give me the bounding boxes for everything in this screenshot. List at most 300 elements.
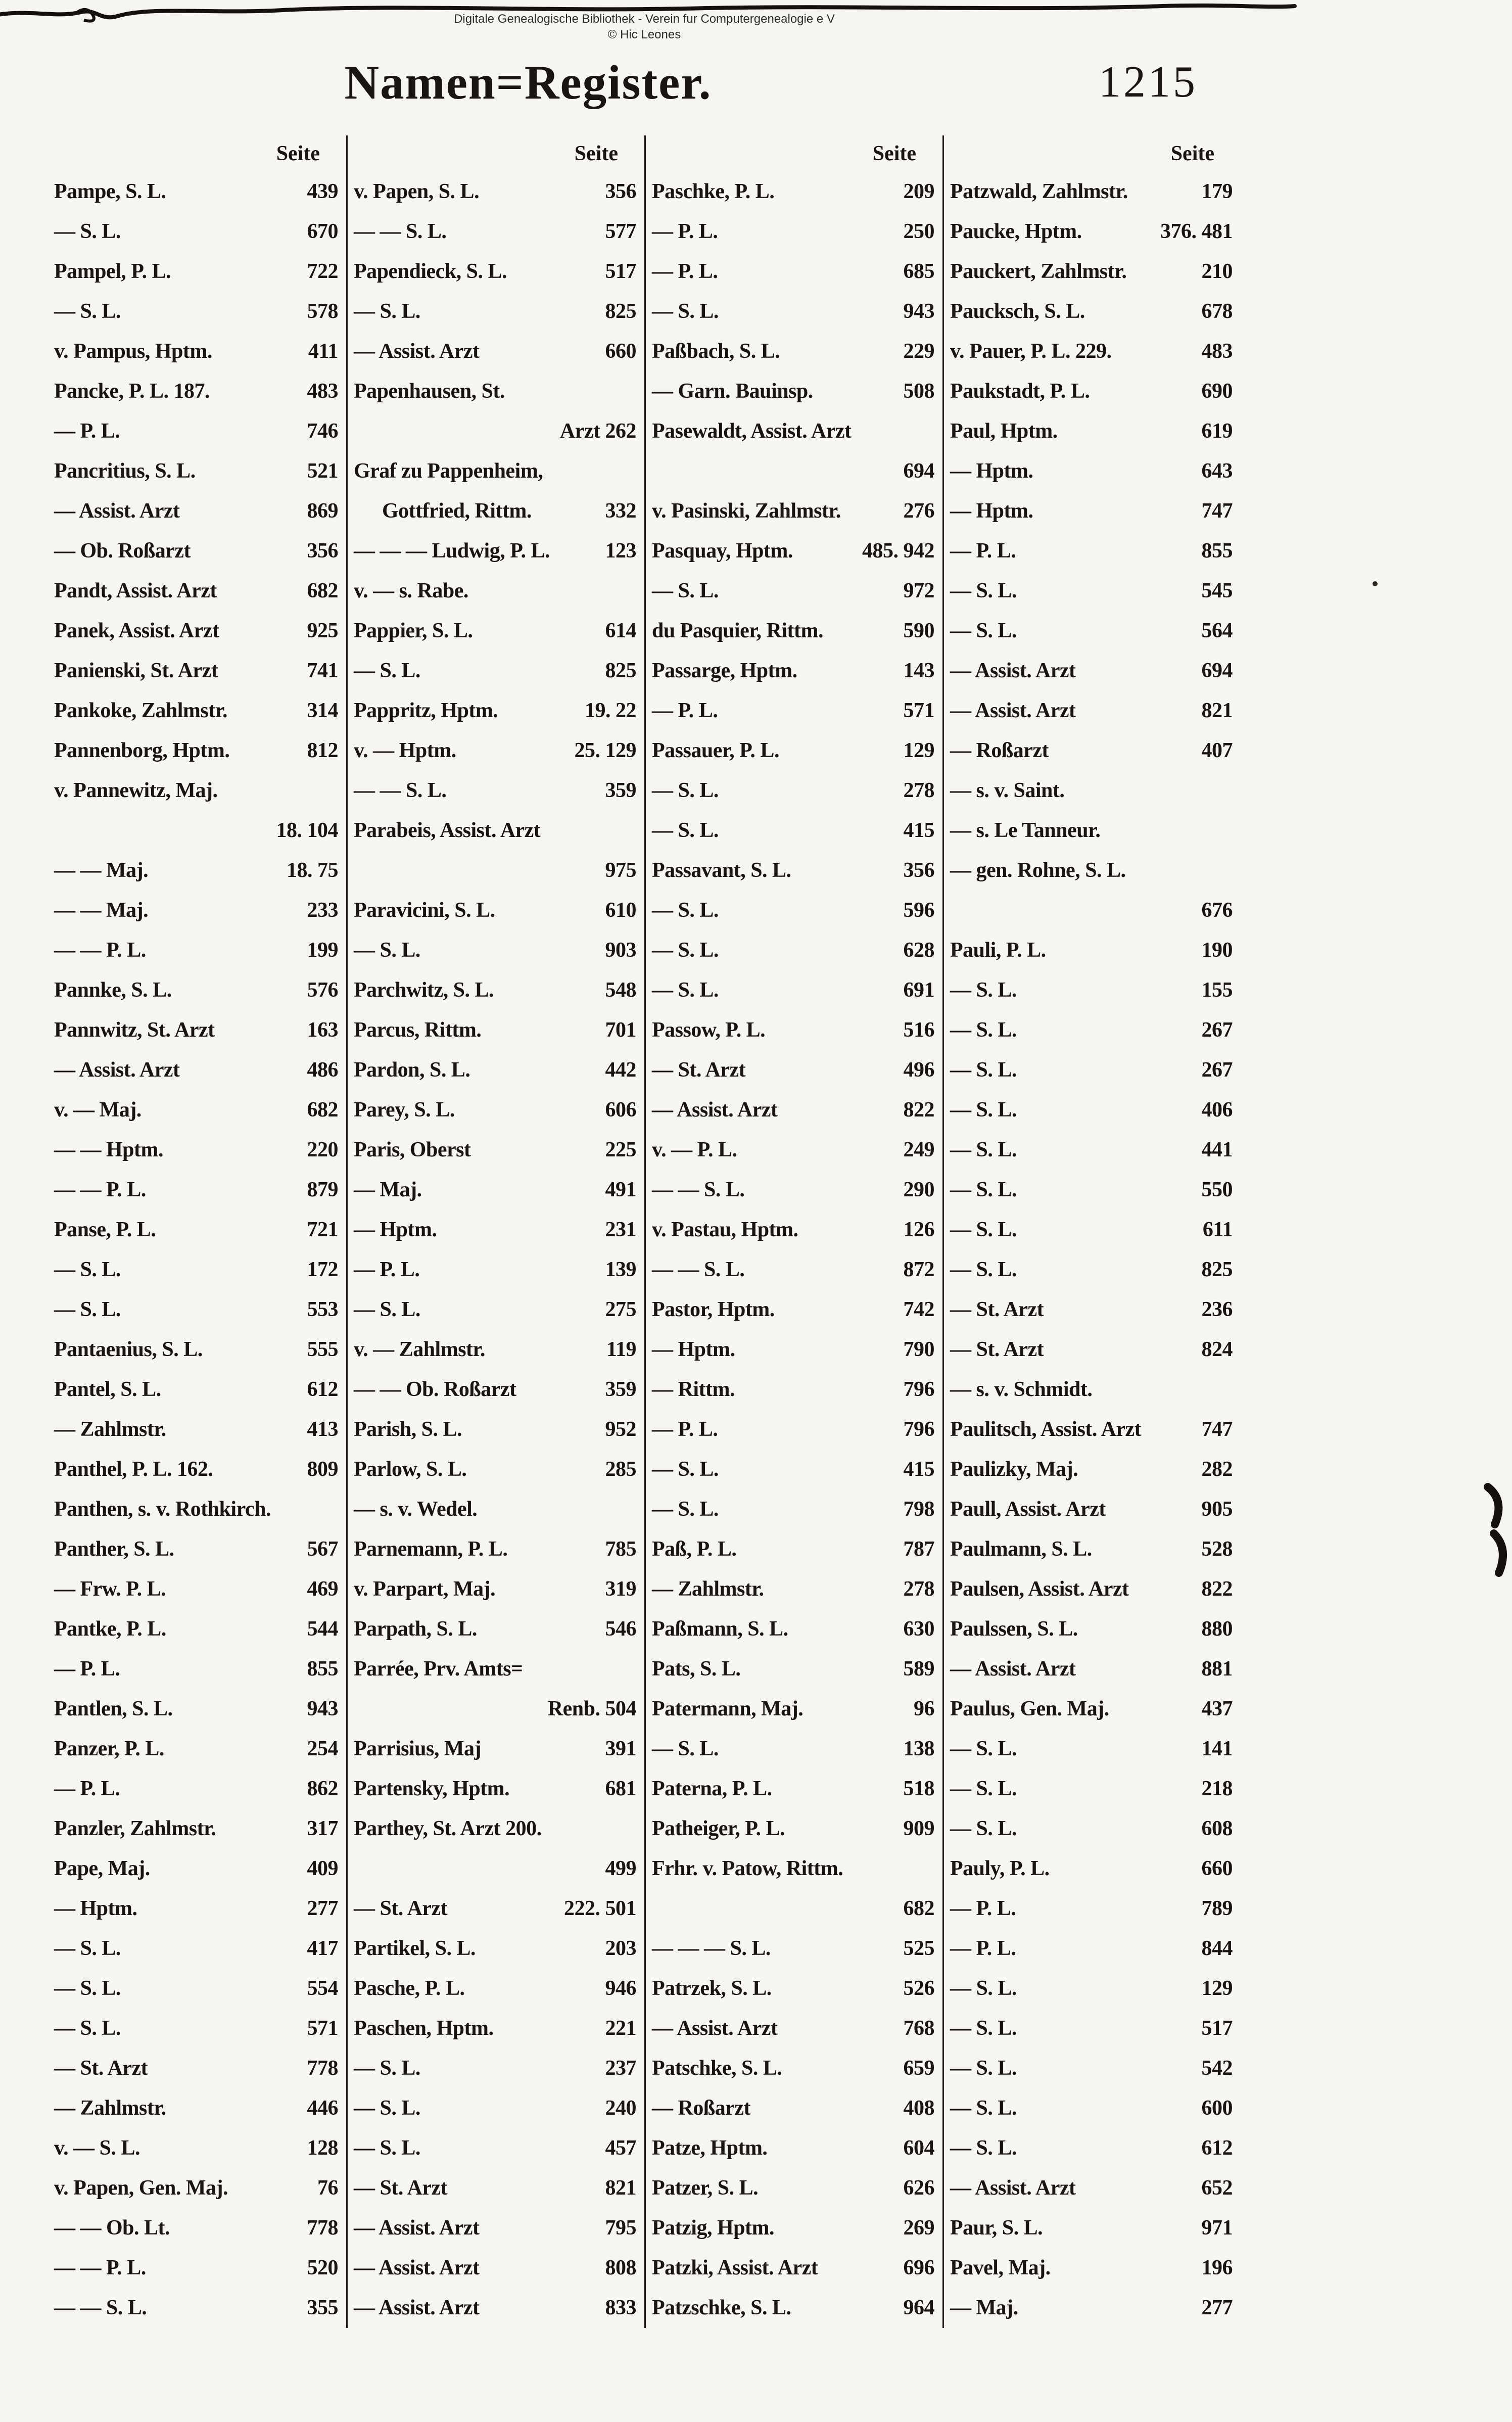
register-entry [652,1090,934,1130]
entry-name: v. — S. L. [54,2136,140,2160]
register-entry [354,930,636,970]
register-entry [950,1929,1233,1969]
register-entry [950,571,1233,611]
entry-name: Pauly, P. L. [950,1857,1050,1880]
entry-name: — St. Arzt [354,2176,448,2200]
entry-name: Pasewaldt, Assist. Arzt [652,420,852,443]
entry-name: — Assist. Arzt [652,1098,778,1122]
entry-name: Pappier, S. L. [354,619,473,642]
column-header-seite: Seite [574,142,618,165]
register-column [48,135,346,2328]
register-entry [354,491,636,531]
entry-page: 768 [903,2017,934,2040]
entry-name: Paßbach, S. L. [652,340,780,363]
entry-name: — s. v. Saint. [950,779,1065,802]
register-entry [354,811,636,851]
entry-page: 196 [1201,2256,1233,2279]
entry-page: 457 [605,2136,636,2160]
register-entry [652,1649,934,1689]
entry-page: 155 [1201,979,1233,1002]
entry-name: — Frw. P. L. [54,1577,166,1601]
register-entry [652,691,934,731]
register-entry [354,1170,636,1210]
entry-name: — S. L. [950,1018,1017,1042]
register-entry [950,651,1233,691]
register-entry [54,891,338,930]
entry-name: — Garn. Bauinsp. [652,380,813,403]
entry-page: 411 [308,340,338,363]
entry-page: 682 [307,1098,338,1122]
entry-name: — — — Ludwig, P. L. [354,539,550,563]
entry-name: Pasche, P. L. [354,1977,465,2000]
entry-page: 796 [903,1378,934,1401]
register-entry [950,771,1233,811]
scan-artifact-edge-marks [1477,1481,1512,1582]
register-entry [652,771,934,811]
register-entry [54,1809,338,1849]
register-entry [950,2128,1233,2168]
entry-name: — Roßarzt [652,2097,750,2120]
entry-name: Panthel, P. L. 162. [54,1458,213,1481]
entry-page: 483 [1201,340,1233,363]
register-entry [354,611,636,651]
entry-name: Pannwitz, St. Arzt [54,1018,215,1042]
entry-page: 678 [1201,300,1233,323]
entry-name: Paßmann, S. L. [652,1617,788,1641]
register-entry [354,2248,636,2288]
entry-page: 798 [903,1498,934,1521]
entry-name: Pastor, Hptm. [652,1298,775,1321]
entry-page: 778 [307,2216,338,2240]
entry-name: — S. L. [950,2136,1017,2160]
register-entry [354,1130,636,1170]
register-entry [950,2048,1233,2088]
register-entry [950,1210,1233,1250]
entry-page: 685 [903,260,934,283]
register-entry [950,1769,1233,1809]
column-entries [54,172,338,2328]
register-entry [950,1729,1233,1769]
entry-page: 869 [307,499,338,523]
register-entry [54,2088,338,2128]
entry-name: — S. L. [54,300,121,323]
register-entry [652,1849,934,1889]
entry-page: 576 [307,979,338,1002]
entry-page: 821 [1201,699,1233,722]
entry-page: 571 [307,2017,338,2040]
entry-page: 143 [903,659,934,682]
register-entry [54,771,338,811]
entry-name: Paschen, Hptm. [354,2017,494,2040]
entry-name: — — P. L. [54,2256,146,2279]
entry-name: — S. L. [54,1937,121,1960]
entry-name: Passow, P. L. [652,1018,766,1042]
entry-name: Panthen, s. v. Rothkirch. [54,1498,271,1521]
entry-page: 267 [1201,1058,1233,1082]
entry-page: 521 [307,459,338,483]
entry-name: — Assist. Arzt [354,2216,480,2240]
entry-page: 789 [1201,1897,1233,1920]
entry-page: 778 [307,2057,338,2080]
entry-page: 516 [903,1018,934,1042]
entry-name: Pantel, S. L. [54,1378,161,1401]
entry-name: v. — Maj. [54,1098,141,1122]
entry-page: 577 [605,220,636,243]
entry-name: — S. L. [950,2057,1017,2080]
entry-name: — S. L. [652,939,719,962]
register-entry [54,651,338,691]
entry-page: Renb. 504 [547,1697,636,1720]
register-entry [950,292,1233,332]
register-entry [652,252,934,292]
register-entry [54,1689,338,1729]
register-entry [652,2048,934,2088]
register-entry [652,1130,934,1170]
entry-page: 604 [903,2136,934,2160]
column-entries [950,172,1233,2328]
entry-name: — Ob. Roßarzt [54,539,191,563]
entry-page: 555 [307,1338,338,1361]
entry-name: Pantaenius, S. L. [54,1338,203,1361]
entry-page: 483 [307,380,338,403]
column-header-seite: Seite [276,142,320,165]
entry-name: — P. L. [950,1937,1016,1960]
register-entry [54,2288,338,2328]
entry-page: 542 [1201,2057,1233,2080]
entry-name: Patzer, S. L. [652,2176,759,2200]
entry-name: Parthey, St. Arzt 200. [354,1817,542,1840]
entry-name: — Assist. Arzt [54,1058,180,1082]
entry-name: Pappritz, Hptm. [354,699,498,722]
entry-page: 612 [307,1378,338,1401]
register-entry [54,811,338,851]
entry-name: — S. L. [54,1298,121,1321]
register-entry [652,571,934,611]
register-entry [950,1889,1233,1929]
register-entry [354,1849,636,1889]
entry-name: — P. L. [354,1258,420,1281]
register-entry [354,332,636,371]
register-entry [950,451,1233,491]
entry-name: — Assist. Arzt [950,1657,1076,1681]
entry-page: 319 [605,1577,636,1601]
register-entry [54,1729,338,1769]
register-entry [652,531,934,571]
entry-name: v. Papen, Gen. Maj. [54,2176,228,2200]
column-entries [354,172,636,2328]
entry-name: du Pasquier, Rittm. [652,619,823,642]
entry-page: 964 [903,2296,934,2319]
register-entry [950,411,1233,451]
entry-name: — S. L. [652,1737,719,1760]
register-entry [950,1170,1233,1210]
entry-name: Panienski, St. Arzt [54,659,218,682]
entry-page: 526 [903,1977,934,2000]
register-entry [354,1609,636,1649]
register-entry [354,212,636,252]
register-entry [54,1090,338,1130]
entry-page: 528 [1201,1538,1233,1561]
entry-name: v. — P. L. [652,1138,737,1161]
entry-page: 332 [605,499,636,523]
register-entry [652,1689,934,1729]
register-entry [54,212,338,252]
entry-name: — — S. L. [54,2296,147,2319]
register-entry [354,1370,636,1410]
entry-page: 628 [903,939,934,962]
entry-name: Parabeis, Assist. Arzt [354,819,541,842]
register-entry [652,1210,934,1250]
register-entry [354,891,636,930]
entry-page: 626 [903,2176,934,2200]
register-entry [354,970,636,1010]
entry-name: — — S. L. [354,220,447,243]
entry-page: 812 [307,739,338,762]
entry-page: 660 [605,340,636,363]
entry-page: 825 [605,300,636,323]
entry-name: — S. L. [652,779,719,802]
register-entry [950,2288,1233,2328]
entry-name: — Hptm. [652,1338,735,1361]
entry-name: Patze, Hptm. [652,2136,768,2160]
register-entry [950,371,1233,411]
entry-page: 203 [605,1937,636,1960]
entry-page: 822 [1201,1577,1233,1601]
register-entry [652,1569,934,1609]
register-entry [652,970,934,1010]
entry-page: 682 [903,1897,934,1920]
entry-name: — P. L. [950,539,1016,563]
entry-name: Paulmann, S. L. [950,1538,1092,1561]
register-entry [652,1609,934,1649]
register-entry [354,2208,636,2248]
register-entry [354,1410,636,1450]
page-header [48,55,1241,120]
entry-name: Pauckert, Zahlmstr. [950,260,1127,283]
entry-page: 19. 22 [585,699,636,722]
entry-name: v. Pampus, Hptm. [54,340,212,363]
entry-page: 446 [307,2097,338,2120]
entry-name: Parrisius, Maj [354,1737,481,1760]
register-entry [54,1969,338,2009]
entry-name: Parnemann, P. L. [354,1538,508,1561]
register-entry [950,611,1233,651]
register-entry [652,2128,934,2168]
entry-page: 596 [903,899,934,922]
register-entry [354,691,636,731]
entry-name: — Assist. Arzt [354,2296,480,2319]
register-entry [54,1210,338,1250]
entry-page: 741 [307,659,338,682]
entry-name: Pampel, P. L. [54,260,171,283]
column-header-seite: Seite [872,142,916,165]
register-entry [54,2009,338,2048]
entry-name: — P. L. [950,1897,1016,1920]
entry-name: — St. Arzt [354,1897,448,1920]
entry-page: 881 [1201,1657,1233,1681]
entry-name: Pannenborg, Hptm. [54,739,230,762]
register-entry [354,1290,636,1330]
entry-page: 278 [903,1577,934,1601]
entry-page: 415 [903,1458,934,1481]
entry-page: 172 [307,1258,338,1281]
entry-page: 975 [605,859,636,882]
entry-name: Panse, P. L. [54,1218,156,1241]
entry-name: Panek, Assist. Arzt [54,619,219,642]
entry-page: 903 [605,939,636,962]
entry-page: 179 [1201,180,1233,203]
entry-name: Parchwitz, S. L. [354,979,494,1002]
entry-name: Paulitsch, Assist. Arzt [950,1418,1142,1441]
entry-name: v. Papen, S. L. [354,180,480,203]
entry-page: 855 [1201,539,1233,563]
entry-page: 822 [903,1098,934,1122]
entry-page: 517 [605,260,636,283]
entry-name: Passavant, S. L. [652,859,791,882]
scan-watermark-line1: Digitale Genealogische Bibliothek - Verein fur Computergenealogie e V [454,12,835,26]
entry-name: Paulus, Gen. Maj. [950,1697,1109,1720]
entry-page: 548 [605,979,636,1002]
register-entry [652,811,934,851]
entry-name: Pardon, S. L. [354,1058,470,1082]
entry-page: 126 [903,1218,934,1241]
entry-name: Patzig, Hptm. [652,2216,774,2240]
entry-page: 209 [903,180,934,203]
register-entry [950,1569,1233,1609]
entry-page: 129 [1201,1977,1233,2000]
entry-page: 119 [606,1338,636,1361]
register-entry [54,1370,338,1410]
entry-name: — — S. L. [354,779,447,802]
entry-name: Paulizky, Maj. [950,1458,1078,1481]
entry-page: 282 [1201,1458,1233,1481]
entry-name: v. Pastau, Hptm. [652,1218,798,1241]
entry-page: 442 [605,1058,636,1082]
entry-name: v. Pasinski, Zahlmstr. [652,499,841,523]
register-entry [354,571,636,611]
entry-name: Patheiger, P. L. [652,1817,785,1840]
entry-page: 356 [307,539,338,563]
entry-page: 681 [605,1777,636,1800]
register-entry [54,611,338,651]
entry-name: — St. Arzt [652,1058,746,1082]
register-entry [354,651,636,691]
entry-name: — S. L. [652,1498,719,1521]
entry-name: Papendieck, S. L. [354,260,507,283]
entry-name: — — Maj. [54,899,149,922]
entry-page: 825 [605,659,636,682]
entry-name: — St. Arzt [54,2057,148,2080]
register-entry [652,2009,934,2048]
entry-page: Arzt 262 [559,420,636,443]
entry-page: 701 [605,1018,636,1042]
entry-name: — P. L. [54,1777,120,1800]
entry-page: 905 [1201,1498,1233,1521]
entry-name: Pancke, P. L. 187. [54,380,210,403]
entry-name: — St. Arzt [950,1338,1044,1361]
register-entry [652,212,934,252]
entry-name: — s. v. Schmidt. [950,1378,1093,1401]
entry-page: 25. 129 [574,739,636,762]
entry-name: Pasquay, Hptm. [652,539,793,563]
entry-name: Passarge, Hptm. [652,659,797,682]
entry-name: v. — Zahlmstr. [354,1338,485,1361]
register-entry [652,411,934,451]
register-entry [54,1929,338,1969]
entry-name: Panther, S. L. [54,1538,174,1561]
register-entry [54,2048,338,2088]
entry-name: — s. v. Wedel. [354,1498,478,1521]
entry-page: 139 [605,1258,636,1281]
register-entry [950,1050,1233,1090]
register-entry [354,1649,636,1689]
entry-page: 550 [1201,1178,1233,1201]
entry-page: 821 [605,2176,636,2200]
register-entry [54,1010,338,1050]
scan-watermark-line2: © Hic Leones [607,28,681,41]
entry-name: — P. L. [652,260,718,283]
register-entry [54,1849,338,1889]
register-entry [54,970,338,1010]
register-entry [354,371,636,411]
entry-page: 220 [307,1138,338,1161]
entry-page: 517 [1201,2017,1233,2040]
register-entry [950,2088,1233,2128]
entry-name: — Hptm. [950,499,1033,523]
entry-page: 221 [605,2017,636,2040]
entry-page: 659 [903,2057,934,2080]
entry-page: 544 [307,1617,338,1641]
entry-name: — S. L. [652,300,719,323]
register-entry [652,1450,934,1489]
register-entry [54,2128,338,2168]
entry-name: — — S. L. [652,1178,745,1201]
entry-name: Paucke, Hptm. [950,220,1082,243]
entry-name: — S. L. [950,1058,1017,1082]
entry-name: Frhr. v. Patow, Rittm. [652,1857,843,1880]
register-entry [652,1290,934,1330]
entry-name: — S. L. [354,2097,420,2120]
register-entry [652,651,934,691]
register-entry [354,1529,636,1569]
register-entry [652,2208,934,2248]
register-entry [652,1170,934,1210]
entry-name: — Roßarzt [950,739,1049,762]
entry-name: — St. Arzt [950,1298,1044,1321]
entry-name: — — Ob. Roßarzt [354,1378,516,1401]
entry-page: 413 [307,1418,338,1441]
register-entry [54,172,338,212]
register-entry [950,491,1233,531]
entry-page: 909 [903,1817,934,1840]
entry-page: 795 [605,2216,636,2240]
entry-name: Parrée, Prv. Amts= [354,1657,523,1681]
entry-name: Patermann, Maj. [652,1697,804,1720]
entry-name: Paris, Oberst [354,1138,471,1161]
register-entry [950,2248,1233,2288]
entry-name: Paß, P. L. [652,1538,737,1561]
entry-page: 190 [1201,939,1233,962]
entry-page: 943 [903,300,934,323]
entry-page: 747 [1201,499,1233,523]
register-entry [54,691,338,731]
register-entry [652,930,934,970]
register-entry [54,1889,338,1929]
register-column [644,135,942,2328]
entry-name: — S. L. [950,1138,1017,1161]
register-entry [354,2088,636,2128]
entry-page: 608 [1201,1817,1233,1840]
